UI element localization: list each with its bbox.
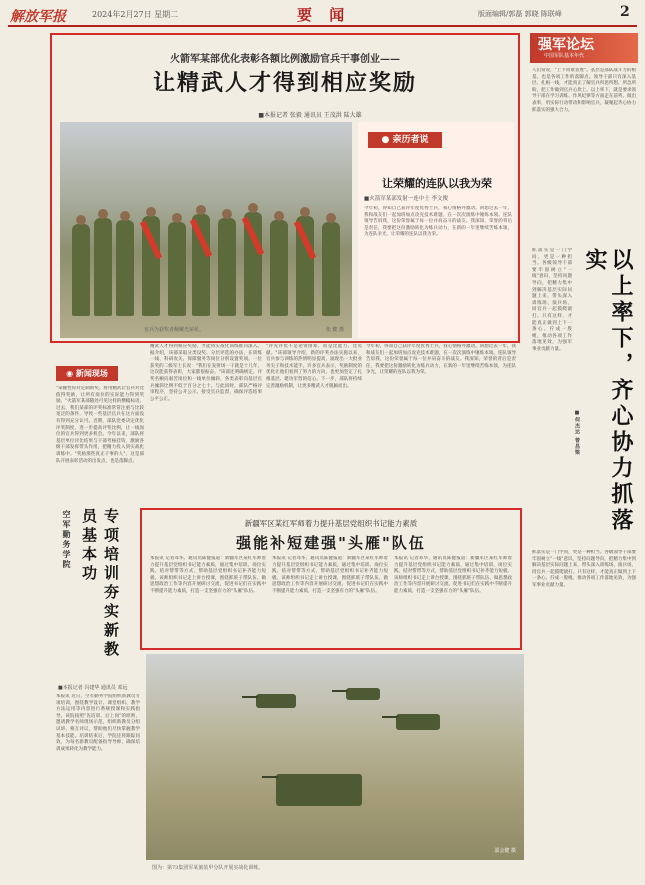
bottom-photo xyxy=(146,654,524,860)
top-story-kicker: 火箭军某部优化表彰各额比例激励官兵干事创业—— xyxy=(170,54,400,65)
center-story-body-1: 本报讯 记者邓华、通讯员陈健报道：新疆军区某红军师着力提升基层党组织书记能力素质，通过集中培训、岗位实践、结对帮带等方式，帮助基层党组织书记补齐能力短板。该师组织书记走上讲台授课，围绕抓班子带队伍、做思想政治工作等内容开展研讨交流，促进书记们在实践中不断提升能力素质，打造一支坚强有力的"头雁"队伍。 xyxy=(150,556,266,594)
top-story-body-mid: 精武人才得到相应奖励，才能将实战化训练推向深入。据介绍，该部采取分类设奖、分层评选的办法，在训练一线、科研攻关、保障服务等岗位分别设置奖项。一位获奖的二级军士长说："我们在发射场一干就是十几年，这次能获得表彰，大家都很振奋。"该部还明确规定，评奖名额向艰苦岗位和一线单位倾斜，各类表彰向基层官兵倾斜比例不低于百分之七十。与此同时，部队严格评审程序，坚持公开公示，接受官兵监督，确保评选结果公平公正。 xyxy=(150,344,262,402)
side-column-subtitle: 中国军队基本年代 xyxy=(544,53,585,59)
top-story-headline: 让精武人才得到相应奖励 xyxy=(152,70,417,96)
top-story-photo xyxy=(60,122,352,338)
center-story-body-3: 本报讯 记者邓华、通讯员陈健报道：新疆军区某红军师着力提升基层党组织书记能力素质，通过集中培训、岗位实践、结对帮带等方式，帮助基层党组织书记补齐能力短板。该师组织书记走上讲台授课，围绕抓班子带队伍、做思想政治工作等内容开展研讨交流，促进书记们在实践中不断提升能力素质，打造一支坚强有力的"头雁"队伍。 xyxy=(394,556,512,594)
top-story-body-left: "掌握性你对定制新奖，将用精武让官兵对比值得奖励，让所有岗位的实际能力得到奖励。"火箭军某部随处可见这样的横幅标语。过去，我们某部的评奖标准常常注重与比较宽泛的条件，导致一些基层官兵在这方面没有得到充分认可。近期，部队党委决定优化评奖制度，进一步提高评奖比例，让一线岗位的官兵得到更多机会。今年以来，部队将基层单位评比结果与干部考核挂钩，激励各级干部发挥带头作用，把精力投入到实战化训练中。"奖励那些真正干事的人"，这是部队开展表彰活动的出发点，也是落脚点。 xyxy=(56,386,144,464)
side-column-tag: 强军论坛 xyxy=(538,37,594,53)
mic-icon: ● xyxy=(381,135,393,145)
side-column-body-top: 人们常说，"上下同欲者胜"。基层是部队战斗力的根基，也是各项工作的落脚点。领导干部只有深入基层、扎根一线，才能真正了解官兵所思所想、所急所盼，把工作做到官兵心坎上。以上率下，就是要求领导干部在学习训练、作风纪律等方面走在前列、做出表率，用实际行动带动和影响官兵，凝聚起齐心协力抓落实的强大合力。 xyxy=(532,68,636,113)
camera-icon: ◉ xyxy=(66,368,76,378)
masthead: 解放军报 xyxy=(10,9,66,25)
commentary-tag: ● 亲历者说 xyxy=(368,132,442,148)
header-rule xyxy=(8,25,637,27)
vertical-story-org: 空军勤务学院 xyxy=(62,510,72,570)
top-story-body-right: "评先评优不是论资排辈，而是比能力、比贡献。"该部领导介绍，新的评奖办法实施以来，官兵参与训练的热情明显提高，涌现出一大批业务尖子和技术能手。许多官兵表示，奖励制度的优化让他们看到了努力的方向，也更加坚定了扎根基层、建功军营的信心。下一步，部队将持续完善激励机制，让更多精武人才脱颖而出。 xyxy=(266,344,362,389)
vertical-story-byline: ■本报记者 冯建华 通讯员 邓远 xyxy=(58,685,128,691)
bottom-photo-caption: 图为：第73集团军某旅装甲分队开展实战化训练。 xyxy=(152,865,264,871)
commentary-title: 让荣耀的连队以我为荣 xyxy=(382,177,492,190)
center-story-headline: 强能补短建强"头雁"队伍 xyxy=(236,534,426,552)
page-number: 2 xyxy=(620,4,630,20)
vertical-story-headline: 专项培训夯实新教员基本功 xyxy=(80,508,120,660)
top-story-byline: ■本报记者 张毅 通讯员 王茂洪 陆大雄 xyxy=(258,112,362,119)
side-column-headline: 以上率下，齐心协力抓落实 xyxy=(582,248,634,534)
center-story-body-2: 本报讯 记者邓华、通讯员陈健报道：新疆军区某红军师着力提升基层党组织书记能力素质，通过集中培训、岗位实践、结对帮带等方式，帮助基层党组织书记补齐能力短板。该师组织书记走上讲台授课，围绕抓班子带队伍、做思想政治工作等内容开展研讨交流，促进书记们在实践中不断提升能力素质，打造一支坚强有力的"头雁"队伍。 xyxy=(272,556,388,594)
page-editors: 版面编辑/郭磊 郭晓 陈联峰 xyxy=(478,10,562,18)
side-column-banner xyxy=(530,33,638,63)
commentary-body-cont: 今年初，得知自己获评年度优秀士兵，我心情格外激动。回想过去一年，我和战友们一起加班加点攻克技术难题，在一次次演练中锤炼本领。连队领导告诉我，这份荣誉属于每一位并肩奋斗的战友。我深知，荣誉的背后是责任，我要把这份激励转化为练兵动力，在新的一年里继续苦练本领，为连队争光，让荣耀的连队以我为荣。 xyxy=(366,344,516,376)
news-scene-tag: ◉ 新闻现场 xyxy=(56,366,118,381)
vertical-story-body: 本报讯 近日，空军勤务学院组织新教员专项培训，围绕教学设计、课堂组织、教学方法运用等内容进行系统授课和实践指导。该院按照"先培训、后上岗"的原则，邀请教学名师现场示范，组织新教员分组试讲、相互评议，帮助他们尽快掌握教学基本技能。培训结束后，学院还将跟踪问效，为每名新教员配备指导导师，确保培训成果转化为教学能力。 xyxy=(56,694,140,752)
center-story-kicker: 新疆军区某红军师着力提升基层党组织书记能力素质 xyxy=(244,519,418,528)
photo-caption: 官兵为获奖者佩戴光荣花。 xyxy=(144,327,205,333)
commentary-byline: ■火箭军某部发射一连中士 李文俊 xyxy=(364,196,448,202)
side-column-author: ■何杰达 曾昌梁 xyxy=(574,410,580,456)
photo-credit: 张 健 摄 xyxy=(325,327,344,333)
section-title: 要 闻 xyxy=(297,6,351,24)
commentary-body: 今年初，得知自己获评年度优秀士兵，我心情格外激动。回想过去一年，我和战友们一起加班加点攻克技术难题，在一次次演练中锤炼本领。连队领导告诉我，这份荣誉属于每一位并肩奋斗的战友。我深知，荣誉的背后是责任，我要把这份激励转化为练兵动力，在新的一年里继续苦练本领，为连队争光，让荣耀的连队以我为荣。 xyxy=(364,206,512,238)
issue-date: 2024年2月27日 星期二 xyxy=(92,10,179,19)
side-column-body-bottom: 抓落实是一门学问，更是一种担当。各级领导干部要牢固树立"一线"意识，坚持问题导向，把精力集中到解决基层实际问题上来，带头深入训练场、演兵场，同官兵一起摸爬滚打。只有这样，才能真正做到上下一条心、拧成一股绳，推动各项工作落地见效，为强军事业贡献力量。 xyxy=(532,550,636,588)
side-column-body-left: 抓落实是一门学问，更是一种担当。各级领导干部要牢固树立"一线"意识，坚持问题导向，把精力集中到解决基层实际问题上来，带头深入训练场、演兵场，同官兵一起摸爬滚打。只有这样，才能真正做到上下一条心、拧成一股绳，推动各项工作落地见效，为强军事业贡献力量。 xyxy=(532,248,572,352)
bottom-photo-credit: 邵会健 摄 xyxy=(494,848,516,854)
